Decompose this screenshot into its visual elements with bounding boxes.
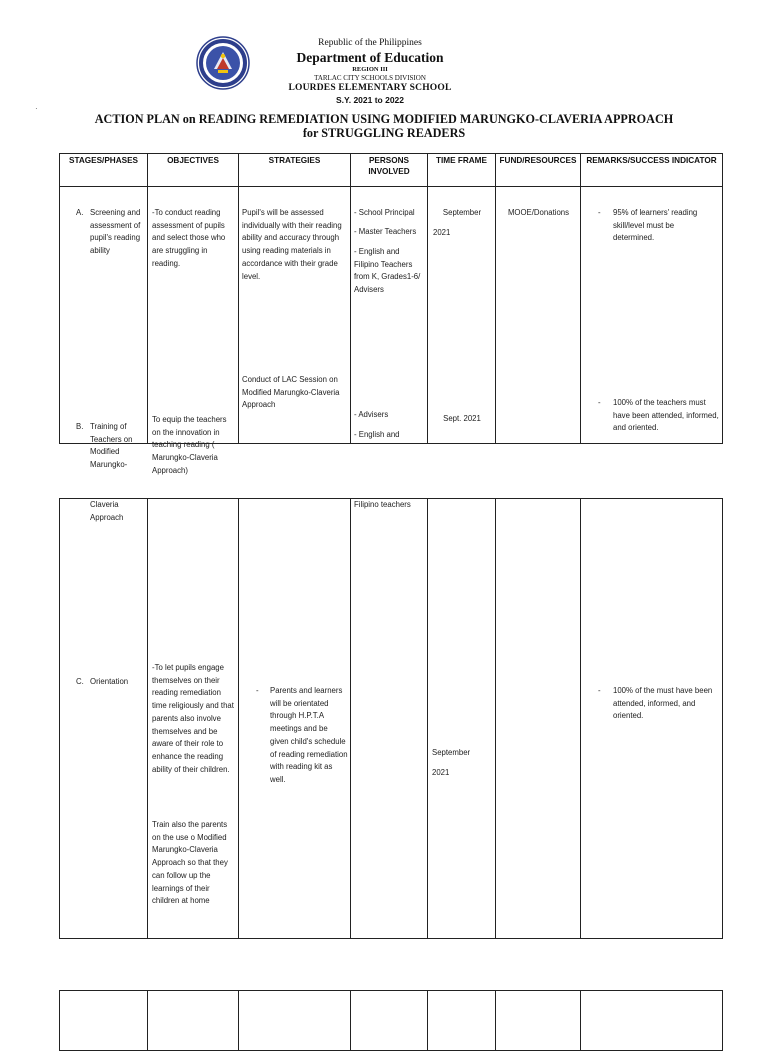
header-school-year: S.Y. 2021 to 2022 <box>335 95 405 105</box>
fund-cell <box>496 991 581 1051</box>
title-line-2: for STRUGGLING READERS <box>302 126 466 140</box>
stage-a-text: Screening and assessment of pupil's reading ability <box>90 208 141 256</box>
header-region: REGION III <box>352 66 388 73</box>
remark-a: 95% of learners' reading skill/level must be determined. <box>613 208 698 243</box>
deped-seal-icon <box>196 36 250 90</box>
objectives-cell <box>148 991 239 1051</box>
title-line-1: ACTION PLAN on READING REMEDIATION USING MODIFIED MARUNGKO-CLAVERIA APPROACH <box>94 112 674 126</box>
document-header <box>0 0 768 150</box>
stage-c-text: Orientation <box>90 677 129 686</box>
time-a-1: September <box>442 208 482 217</box>
col-persons-header: PERSONS INVOLVED <box>351 154 428 187</box>
stage-b-continued: Claveria Approach <box>90 500 124 522</box>
stage-c-letter: C. <box>76 677 84 686</box>
fund-a: MOOE/Donations <box>507 208 570 217</box>
person-b-1: - Advisers <box>354 410 389 419</box>
stage-a-letter: A. <box>76 208 84 217</box>
timeframe-cell <box>428 499 496 939</box>
remark-c-bullet: - <box>598 686 601 695</box>
persons-cell <box>351 187 428 444</box>
objectives-cell <box>148 187 239 475</box>
stage-cell <box>60 499 148 939</box>
strategies-cell <box>239 499 351 939</box>
table-row <box>60 187 723 444</box>
strategies-cell <box>239 187 351 444</box>
table-row <box>60 499 723 939</box>
action-plan-table-page-1 <box>59 153 723 475</box>
stage-b-letter: B. <box>76 422 84 431</box>
timeframe-cell <box>428 187 496 444</box>
person-a-2: - Master Teachers <box>354 227 417 236</box>
stage-cell <box>60 991 148 1051</box>
objective-c-1: -To let pupils engage themselves on their reading remediation time religiously and that parents also involve themselves and be aware of their role to enhance the reading ability of their children. <box>152 663 234 774</box>
remark-a-bullet: - <box>598 208 601 217</box>
strategy-b: Conduct of LAC Session on Modified Marungko-Claveria Approach <box>242 375 340 410</box>
strategy-a: Pupil's will be assessed individually with their reading ability and accuracy through using reading materials in accordance with their grade level. <box>242 208 342 281</box>
remarks-cell <box>581 991 723 1051</box>
person-a-3: - English and Filipino Teachers from K, Grades1-6/ Advisers <box>354 247 421 295</box>
stage-b-text: Training of Teachers on Modified Marungko- <box>90 422 133 470</box>
remarks-cell <box>581 187 723 444</box>
persons-cell <box>351 499 428 939</box>
table-row <box>60 991 723 1051</box>
header-division: TARLAC CITY SCHOOLS DIVISION <box>314 74 426 82</box>
remark-c: 100% of the must have been attended, informed, and oriented. <box>613 686 713 721</box>
remark-b-bullet: - <box>598 398 601 407</box>
persons-cell <box>351 991 428 1051</box>
header-republic: Republic of the Philippines <box>318 38 422 48</box>
remarks-cell <box>581 499 723 939</box>
col-fund-header: FUND/RESOURCES <box>496 154 581 187</box>
header-text-block <box>260 38 480 106</box>
person-a-1: - School Principal <box>354 208 415 217</box>
action-plan-table-page-2 <box>59 498 723 939</box>
time-b: Sept. 2021 <box>443 414 481 423</box>
stray-mark: · <box>35 104 38 113</box>
objective-a: -To conduct reading assessment of pupils and select those who are struggling in reading. <box>152 208 226 268</box>
col-remarks-header: REMARKS/SUCCESS INDICATOR <box>581 154 723 187</box>
fund-cell <box>496 499 581 939</box>
strategy-c-bullet: - <box>256 686 259 695</box>
document-title <box>0 112 768 140</box>
action-plan-table-page-3 <box>59 990 723 1051</box>
objectives-cell <box>148 499 239 939</box>
col-stages-header: STAGES/PHASES <box>60 154 148 187</box>
time-c-2: 2021 <box>432 768 450 777</box>
strategies-cell <box>239 991 351 1051</box>
strategy-c: Parents and learners will be orientated through H.P.T.A meetings and be given child's schedule of reading remediation with reading kit as well. <box>270 686 348 784</box>
objective-b: To equip the teachers on the innovation in teaching reading ( Marungko-Claveria Approach) <box>152 415 227 475</box>
objective-c-2: Train also the parents on the use o Modified Marungko-Claveria Approach so that they can follow up the learnings of their children at home <box>152 820 228 906</box>
stage-cell <box>60 187 148 470</box>
table-header-row <box>60 154 723 187</box>
time-c-1: September <box>432 748 471 757</box>
fund-cell <box>496 187 581 444</box>
header-department: Department of Education <box>296 50 444 65</box>
remark-b: 100% of the teachers must have been attended, informed, and oriented. <box>613 398 719 433</box>
person-b-3: Filipino teachers <box>354 500 411 509</box>
col-strategies-header: STRATEGIES <box>239 154 351 187</box>
col-objectives-header: OBJECTIVES <box>148 154 239 187</box>
timeframe-cell <box>428 991 496 1051</box>
person-b-2: - English and <box>354 430 400 439</box>
col-timeframe-header: TIME FRAME <box>428 154 496 187</box>
header-school: LOURDES ELEMENTARY SCHOOL <box>288 83 452 93</box>
time-a-2: 2021 <box>433 228 451 237</box>
